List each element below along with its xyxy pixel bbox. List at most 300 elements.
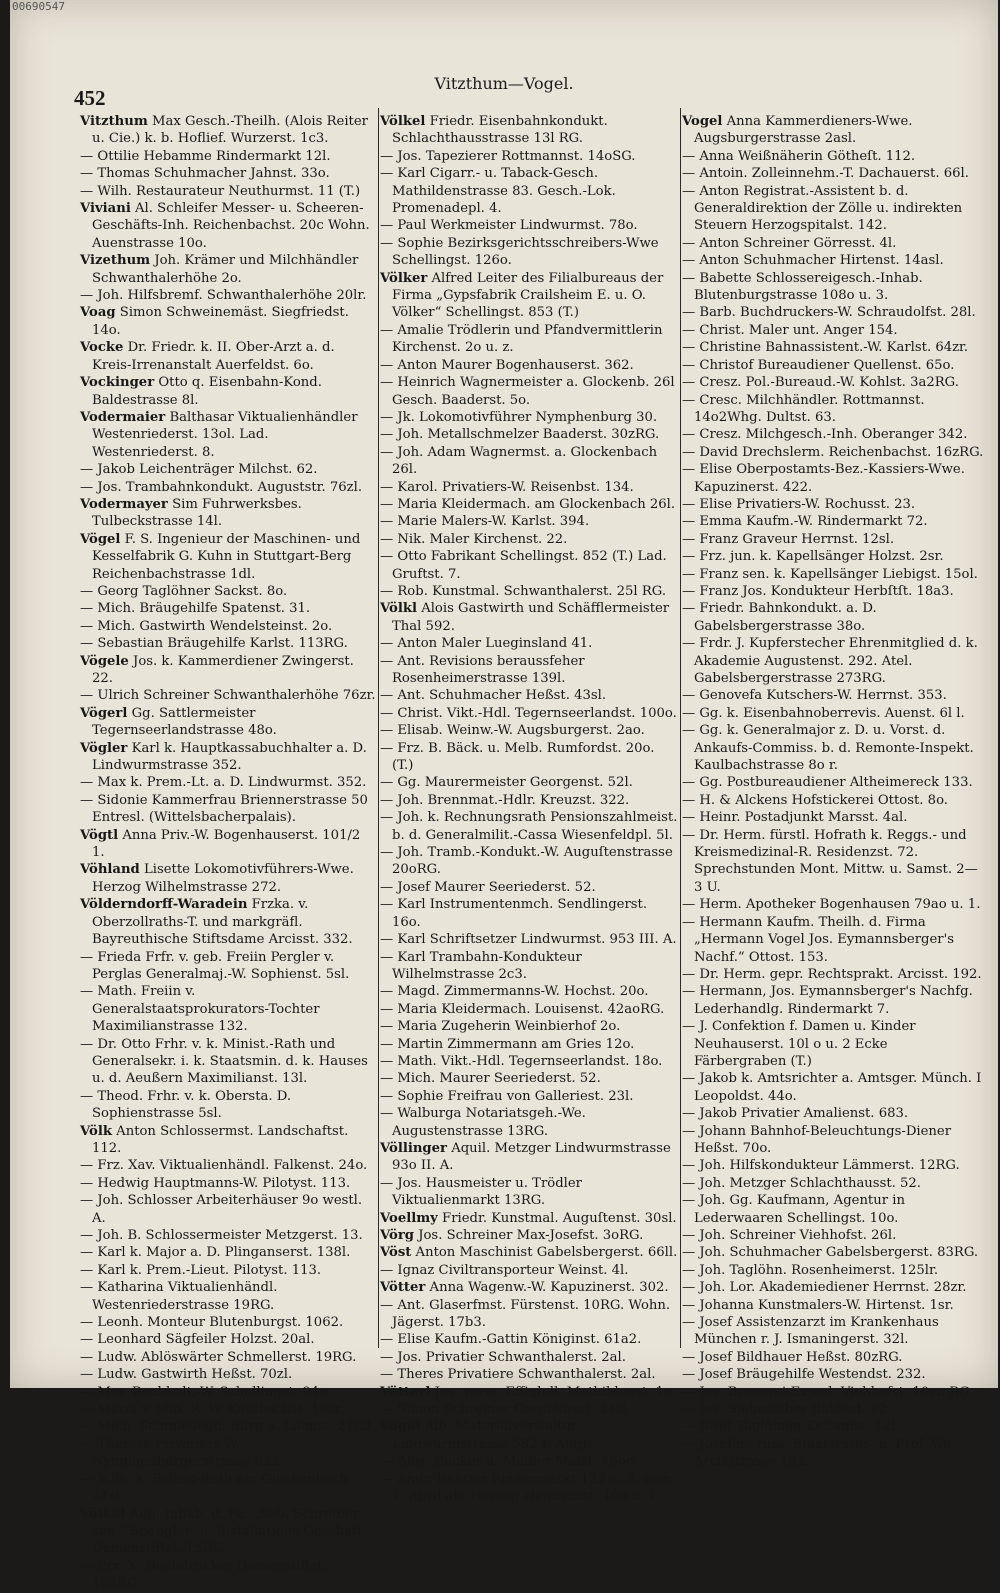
directory-entry [80,827,376,862]
directory-entry [380,1175,678,1210]
directory-entry [80,1227,376,1244]
directory-entry [682,809,984,826]
entry-text: — Simon Schreiner Corneliusst. 34sl. [380,1402,631,1418]
entry-text: — Ulrich Schreiner Schwanthalerhöhe 76zr. [80,688,376,704]
directory-entry [682,1314,984,1349]
entry-text: — Karl Trambahn-Kondukteur Wilhelmstrasse 2c3. [380,949,582,982]
directory-entry [682,1227,984,1244]
directory-entry [682,1123,984,1158]
entry-text: — Frz. Xav. Viktualienhändl. Falkenst. 24o. [80,1158,368,1174]
entry-text: — Emma Kaufm.-W. Rindermarkt 72. [682,514,928,530]
directory-entry [80,113,376,148]
entry-text: — Elisab. Weinw.-W. Augsburgerst. 2ao. [380,723,645,739]
entry-surname: Vöhland [80,862,140,878]
directory-entry [682,235,984,252]
entry-text: — Ant. Schuhmacher Heßst. 43sl. [380,688,607,704]
entry-text: — Ottilie Hebamme Rindermarkt 12l. [80,148,331,164]
entry-text: — Hermann, Jos. Eymannsberger's Nachfg. Lederhandlg. Rindermarkt 7. [682,984,973,1017]
entry-surname: Vögel [80,531,121,547]
running-head: Vitzthum—Vogel. [434,74,574,93]
entry-text: — Karl Instrumentenmch. Sendlingerst. 16o. [380,897,648,930]
directory-entry [380,792,678,809]
entry-text: — Paul Werkmeister Lindwurmst. 78o. [380,218,638,234]
entry-text: Anna Priv.-W. Bogenhauserst. 101/2 1. [92,827,361,861]
entry-text: — Dr. Otto Frhr. v. k. Minist.-Rath und Generalsekr. i. k. Staatsmin. d. k. Hauses u. d. Aeußern Maximilianst. 13l. [80,1036,368,1087]
directory-entry [380,1105,678,1140]
directory-entry [380,357,678,374]
directory-entry [380,270,678,322]
directory-entry [380,653,678,688]
directory-entry [682,531,984,548]
entry-surname: Voag [80,305,116,321]
directory-entry [682,583,984,600]
directory-entry [380,1384,678,1401]
entry-text: — Franz Jos. Kondukteur Herbſtſt. 18a3. [682,583,954,599]
entry-text: Lisette Lokomotivführers-Wwe. Herzog Wilhelmstrasse 272. [92,862,354,895]
entry-surname: Vögler [80,740,128,756]
entry-text: — Gg. k. Eisenbahnoberrevis. Auenst. 6l l. [682,705,965,721]
directory-entry [380,774,678,791]
directory-entry [80,1036,376,1088]
entry-text: — Gg. k. Generalmajor z. D. u. Vorst. d. Ankaufs-Commiss. b. d. Remonte-Inspekt. Kaulbachstrasse 8o r. [682,723,974,774]
entry-text: F. S. Ingenieur der Maschinen- und Kesselfabrik G. Kuhn in Stuttgart-Berg Reichenbachstrasse 1dl. [92,531,361,582]
directory-entry [380,1471,678,1506]
entry-surname: Vogel [682,114,723,129]
column-rule [680,108,681,1348]
directory-entry [80,496,376,531]
entry-text: — Thomas Schuhmacher Jahnst. 33o. [80,166,330,182]
directory-entry [80,1175,376,1192]
directory-entry [380,1210,678,1227]
entry-text: — H. & Alckens Hofstickerei Ottost. 8o. [682,792,948,808]
directory-entry [80,1088,376,1123]
column-1 [80,113,376,1592]
entry-text: — Maria Kleidermach. am Glockenbach 26l. [380,496,676,512]
directory-entry [80,861,376,896]
entry-text: Anna Wagenw.-W. Kapuzinerst. 302. [429,1280,669,1296]
directory-entry [682,496,984,513]
entry-text: Gg. Sattlermeister Tegernseerlandstrasse 48o. [92,705,277,739]
entry-text: — Sophie Freifrau von Galleriest. 23l. [380,1088,634,1104]
directory-entry [80,479,376,496]
directory-entry [80,896,376,948]
directory-entry [380,600,678,635]
entry-text: — Katharina Viktualienhändl. Westenriederstrasse 19RG. [80,1280,278,1313]
entry-text: — J. Confektion f. Damen u. Kinder Neuhauserst. 10l o u. 2 Ecke Färbergraben (T.) [682,1019,916,1069]
entry-text: — Elise Kaufm.-Gattin Königinst. 61a2. [380,1332,642,1348]
entry-surname: Völlinger [380,1140,447,1156]
entry-text: — Therese Privatiers-W. Nymphenburgerstrasse 622. [80,1436,284,1470]
entry-text: Balthasar Viktualienhändler Westenriederst. 13ol. Lad. Westenriederst. 8. [92,409,358,460]
directory-entry [682,1070,984,1105]
directory-entry [80,1279,376,1314]
directory-entry [80,1349,376,1366]
directory-entry [380,322,678,357]
directory-entry [80,618,376,635]
directory-entry [80,1401,376,1418]
directory-entry [682,792,984,809]
directory-entry [380,879,678,896]
directory-entry [380,1418,678,1453]
entry-text: — Martin Zimmermann am Gries 12o. [380,1036,635,1052]
entry-text: — Friedr. Bahnkondukt. a. D. Gabelsbergerstrasse 38o. [682,601,877,634]
entry-text: Jos. k. Kammerdiener Zwingerst. 22. [92,653,354,686]
directory-entry [682,1279,984,1296]
directory-entry [80,304,376,339]
directory-entry [80,983,376,1035]
entry-surname: Vocke [80,340,124,356]
directory-entry [682,1262,984,1279]
directory-entry [380,513,678,530]
directory-entry [380,426,678,443]
directory-entry [80,1123,376,1158]
entry-text: — Wilh. k. Polizei-Rath am Glockenbach 21sl. [80,1471,348,1505]
entry-text: — Elise Oberpostamts-Bez.-Kassiers-Wwe. Kapuzinerst. 422. [682,462,965,495]
entry-surname: Völk [80,1123,112,1139]
entry-text: — Karl k. Prem.-Lieut. Pilotyst. 113. [80,1262,322,1278]
directory-entry [380,1227,678,1244]
entry-text: Anna Kammerdieners-Wwe. Augsburgerstrasse 2asl. [694,114,913,147]
directory-entry [380,444,678,479]
entry-text: Sim Fuhrwerksbes. Tulbeckstrasse 14l. [92,496,302,530]
entry-text: — Math. Vikt.-Hdl. Tegernseerlandst. 18o. [380,1053,663,1069]
directory-entry [682,1105,984,1122]
entry-surname: Vockinger [80,375,155,391]
entry-surname: Vögele [80,653,129,669]
entry-text: — Ludw. Gastwirth Heßst. 70zl. [80,1367,293,1383]
entry-text: — Franz sen. k. Kapellsänger Liebigst. 15ol. [682,566,978,582]
directory-entry [80,1418,376,1435]
entry-text: — Christ. Maler unt. Anger 154. [682,322,898,338]
entry-text: Jos. Schreiner Max-Josefst. 3oRG. [418,1228,644,1243]
entry-text: — Maria Kleidermach. Louisenst. 42aoRG. [380,1001,665,1017]
entry-text: — Karol. Privatiers-W. Reisenbst. 134. [380,479,634,495]
directory-entry [380,705,678,722]
entry-text: — Jos. Brauerei-Exped. Viehhofst. 10zr. RG. [682,1384,974,1400]
directory-entry [682,687,984,704]
directory-entry [80,1157,376,1174]
directory-entry [380,1401,678,1418]
entry-text: Friedr. Kunstmal. Auguſtenst. 30sl. [442,1210,677,1226]
entry-text: — Marie Malers-W. Karlst. 394. [380,514,590,530]
directory-entry [380,165,678,217]
directory-entry [380,740,678,775]
column-rule [378,108,379,1348]
entry-text: — Georg Taglöhner Sackst. 8o. [80,583,288,599]
directory-entry [682,113,984,148]
entry-text: Al. Schleifer Messer- u. Scheeren-Geschäfts-Inh. Reichenbachst. 20c Wohn. Auenstrasse 10o. [92,201,370,251]
directory-entry [380,409,678,426]
directory-entry [80,252,376,287]
directory-entry [80,531,376,583]
entry-text: Friedr. Eisenbahnkondukt. Schlachthausstrasse 13l RG. [392,114,608,147]
directory-entry [682,392,984,427]
archive-stamp: 00690547 [12,0,65,13]
entry-text: — Hermann Kaufm. Theilh. d. Firma „Hermann Vogel Jos. Eymannsberger's Nachf.“ Ottost. 153. [682,914,954,965]
entry-text: — Theres Privatiere Schwanthalerst. 2al. [380,1367,656,1383]
entry-text: — Josefine russ. Staatsraths- u. Prof.-We. Arcisstrasse 192. [682,1436,956,1470]
directory-entry [80,687,376,704]
directory-entry [80,165,376,182]
entry-text: — Mar. Buchhalt.-W. Schellingst. 94o. [80,1384,331,1400]
entry-text: Dr. Friedr. k. II. Ober-Arzt a. d. Kreis-Irrenanstalt Auerfeldst. 6o. [92,340,335,373]
entry-text: — Mich. Gastwirth Wendelsteinst. 2o. [80,618,333,634]
directory-entry [380,1297,678,1332]
directory-entry [682,1384,984,1401]
entry-surname: Vitzthum [80,114,148,129]
directory-entry [80,1331,376,1348]
entry-text: — Josef Taglöhner Occamst. 12l. [682,1419,900,1435]
entry-text: — Johanna Kunstmalers-W. Hirtenst. 1sr. [682,1297,954,1313]
entry-surname: Völkel [380,114,426,129]
directory-entry [80,1471,376,1506]
directory-entry [380,844,678,879]
directory-entry [80,792,376,827]
directory-entry [80,200,376,252]
entry-text: — Amalie Trödlerin und Pfandvermittlerin Kirchenst. 2o u. z. [380,322,663,356]
entry-text: Alb. Materialverwalter Lindwurmstrasse 582 I. Aufg. [392,1419,591,1452]
entry-text: — Dr. Herm. fürstl. Hofrath k. Reggs.- und Kreismedizinal-R. Residenzst. 72. Sprechstunden Mont. Mittw. u. Samst. 2—3 U. [682,827,978,895]
entry-text: — Karl Schriftsetzer Lindwurmst. 953 III. A. [380,932,677,948]
entry-text: Anton Maschinist Gabelsbergerst. 66ll. [415,1245,678,1261]
directory-entry [682,339,984,356]
entry-surname: Völkel [80,1506,126,1522]
entry-text: — Alex. Bäcker u. Melber Maist. 46oo. [380,1454,638,1470]
directory-entry [682,896,984,913]
entry-surname: Völderndorff-Waradein [80,897,248,913]
entry-text: — Walburga Notariatsgeh.-We. Augustenstrasse 13RG. [380,1106,586,1139]
entry-text: — Jos. Privatier Schwanthalerst. 2al. [380,1349,626,1365]
entry-text: Joh. Krämer und Milchhändler Schwanthalerhöhe 2o. [92,253,359,286]
directory-entry [682,705,984,722]
page-number: 452 [74,86,106,110]
directory-entry [380,496,678,513]
directory-entry [380,1262,678,1279]
directory-entry [80,287,376,304]
directory-entry [80,1384,376,1401]
entry-text: — Babette Schlossereigesch.-Inhab. Blutenburgstrasse 108o u. 3. [682,270,923,304]
directory-entry [380,374,678,409]
entry-text: — David Drechslerm. Reichenbachst. 16zRG. [682,444,984,460]
entry-text: — Joh. Schlosser Arbeiterhäuser 9o westl. A. [80,1193,363,1226]
directory-entry [682,827,984,897]
entry-text: — Joh. Hilfskondukteur Lämmerst. 12RG. [682,1158,960,1174]
entry-text: — Cresc. Milchhändler. Rottmannst. 14o2Whg. Dultst. 63. [682,392,925,425]
directory-entry [682,270,984,305]
entry-surname: Vötterl [380,1384,431,1400]
directory-entry [682,322,984,339]
entry-text: Jos. vorm. Effighdl. Mathildenst. 1o. [434,1384,676,1400]
entry-text: — Joh. Taglöhn. Rosenheimerst. 125lr. [682,1262,939,1278]
entry-text: — Math. Freiin v. Generalstaatsprokurators-Tochter Maximilianstrasse 132. [80,984,320,1035]
directory-entry [380,1366,678,1383]
directory-entry [682,357,984,374]
entry-text: — Mich. Schmiedegh. Burg a. Laimst. 21/2l. [80,1419,376,1435]
entry-surname: Vögtl [80,827,119,843]
directory-entry [380,548,678,583]
entry-text: — Dr. Herm. gepr. Rechtsprakt. Arcisst. 192. [682,966,982,982]
entry-text: Aug. Inhab. d. Fa. „Seb. Schreiber sen.“ Spängler- u. Installations-Geschäft Damenstiftst. 15RG. [92,1506,363,1557]
directory-entry [80,949,376,984]
directory-entry [80,1244,376,1261]
entry-text: — Andr. Rentier Rindermarkt 132 u. 3, vom 1. April ab: Herzog Heinrichst. 10o u. 1. [380,1471,672,1505]
entry-text: Frzka. v. Oberzollraths-T. und markgräfl. Bayreuthische Stiftsdame Arcisst. 332. [92,897,353,948]
directory-entry [380,1001,678,1018]
entry-text: — Joh. Schreiner Viehhofst. 26l. [682,1228,897,1243]
directory-entry [682,252,984,269]
directory-entry [80,583,376,600]
entry-text: — Otto Fabrikant Schellingst. 852 (T.) Lad. Gruftst. 7. [380,549,667,582]
entry-text: — Josef Bildhauer Heßst. 80zRG. [682,1349,903,1365]
entry-text: — Josef Assistenzarzt im Krankenhaus München r. J. Ismaningerst. 32l. [682,1315,939,1348]
directory-entry [80,653,376,688]
directory-entry [380,148,678,165]
directory-entry [682,774,984,791]
directory-entry [380,235,678,270]
entry-surname: Vogel [380,1419,421,1435]
entry-text: — Jos. Trambahnkondukt. Auguststr. 76zl. [80,479,363,495]
directory-entry [80,1436,376,1471]
entry-text: — Joh. B. Schlossermeister Metzgerst. 13. [80,1228,363,1243]
directory-entry [682,1436,984,1471]
entry-text: — Leonh. Monteur Blutenburgst. 1062. [80,1315,344,1331]
entry-surname: Vodermayer [80,496,168,512]
directory-entry [80,148,376,165]
directory-entry [682,183,984,235]
directory-entry [80,183,376,200]
entry-text: — Joh. Metzger Schlachthausst. 52. [682,1175,921,1191]
directory-entry [380,809,678,844]
directory-entry [682,165,984,182]
directory-entry [682,966,984,983]
directory-entry [682,914,984,966]
entry-text: — Joh. Lor. Akademiediener Herrnst. 28zr. [682,1280,967,1296]
entry-text: — Theod. Frhr. v. k. Obersta. D. Sophienstrasse 5sl. [80,1088,292,1122]
directory-entry [682,1244,984,1261]
directory-entry [80,1506,376,1558]
entry-text: — Anna Weißnäherin Götheſt. 112. [682,148,916,164]
entry-text: — Anton Schuhmacher Hirtenst. 14asl. [682,253,944,269]
entry-text: — Joh. Adam Wagnermst. a. Glockenbach 26l. [380,444,658,478]
directory-entry [682,1401,984,1418]
entry-text: — Joh. Tramb.-Kondukt.-W. Auguſtenstrasse 20oRG. [380,845,673,878]
directory-entry [80,774,376,791]
entry-text: — Johann Bahnhof-Beleuchtungs-Diener Heßst. 70o. [682,1123,952,1156]
directory-entry [682,722,984,774]
entry-text: — Frieda Frfr. v. geb. Freiin Pergler v. Perglas Generalmaj.-W. Sophienst. 5sl. [80,949,350,982]
entry-surname: Völkl [380,601,417,617]
entry-surname: Vodermaier [80,409,166,425]
directory-entry [682,1192,984,1227]
directory-entry [380,1053,678,1070]
entry-text: — Anton Registrat.-Assistent b. d. Generaldirektion der Zölle u. indirekten Steuern Herzogspitalst. 142. [682,183,963,234]
entry-text: — Joh. k. Rechnungsrath Pensionszahlmeist. b. d. Generalmilit.-Cassa Wiesenfeldpl. 5l. [380,810,678,843]
entry-text: — Anton Maurer Bogenhauserst. 362. [380,357,634,373]
directory-entry [380,531,678,548]
entry-surname: Vöst [380,1245,412,1261]
entry-text: — Wilh. Restaurateur Neuthurmst. 11 (T.) [80,183,361,199]
directory-entry [682,461,984,496]
entry-text: — Herm. Apotheker Bogenhausen 79ao u. 1. [682,897,981,913]
entry-text: — Frz. B. Bäck. u. Melb. Rumfordst. 20o. (T.) [380,740,655,774]
entry-text: — Barb. Buchdruckers-W. Schraudolfst. 28l. [682,305,976,321]
directory-entry [380,1070,678,1087]
entry-text: Alfred Leiter des Filialbureaus der Firma „Gypsfabrik Crailsheim E. u. O. Völker“ Schellingst. 853 (T.) [392,270,664,321]
directory-entry [80,1366,376,1383]
entry-text: — Magd. Zimmermanns-W. Hochst. 20o. [380,984,649,1000]
entry-text: — Nik. Maler Kirchenst. 22. [380,531,568,547]
entry-text: — Karl Cigarr.- u. Taback-Gesch. Mathildenstrasse 83. Gesch.-Lok. Promenadepl. 4. [380,166,616,217]
directory-page [10,0,998,1592]
entry-text: — Leonhard Sägfeiler Holzst. 20al. [80,1332,315,1348]
directory-entry [380,217,678,234]
directory-entry [682,513,984,530]
directory-entry [380,1140,678,1175]
entry-text: — Gg. Postbureaudiener Altheimereck 133. [682,775,973,791]
entry-text: — Maria Zugeherin Weinbierhof 2o. [380,1019,621,1035]
directory-entry [380,1453,678,1470]
entry-text: — Ludw. Ablöswärter Schmellerst. 19RG. [80,1349,357,1365]
entry-text: Max Gesch.-Theilh. (Alois Reiter u. Cie.) k. b. Hoflief. Wurzerst. 1c3. [92,114,368,147]
entry-text: — Frz. X. Buchdrucker Damenstiftst. 152RG. [80,1558,327,1592]
directory-entry [682,635,984,687]
entry-text: — Jakob Leichenträger Milchst. 62. [80,462,318,478]
directory-entry [380,722,678,739]
entry-surname: Völker [380,270,428,286]
entry-surname: Vögerl [80,705,128,721]
entry-text: — Elise Privatiers-W. Rochusst. 23. [682,496,916,512]
directory-entry [380,113,678,148]
entry-text: — Antoin. Zolleinnehm.-T. Dachauerst. 66l. [682,166,969,182]
directory-entry [80,1314,376,1331]
entry-text: — Christof Bureaudiener Quellenst. 65o. [682,357,955,373]
entry-text: — Cresz. Pol.-Bureaud.-W. Kohlst. 3a2RG. [682,375,959,391]
entry-text: — Anton Schreiner Görresst. 4l. [682,235,897,251]
directory-entry [380,635,678,652]
entry-text: — Rob. Kunstmal. Schwanthalerst. 25l RG. [380,583,667,599]
directory-entry [380,687,678,704]
directory-entry [682,600,984,635]
directory-entry [682,1297,984,1314]
directory-entry [682,548,984,565]
entry-text: — Jakob k. Amtsrichter a. Amtsger. Münch. I Leopoldst. 44o. [682,1071,982,1104]
entry-text: — Gg. Maurermeister Georgenst. 52l. [380,775,633,791]
entry-text: — Ignaz Civiltransporteur Weinst. 4l. [380,1262,629,1278]
column-3 [682,113,984,1470]
directory-entry [80,1558,376,1593]
directory-entry [682,426,984,443]
entry-surname: Vötter [380,1280,426,1296]
directory-entry [380,931,678,948]
directory-entry [380,983,678,1000]
directory-entry [380,1018,678,1035]
entry-text: — Heinrich Wagnermeister a. Glockenb. 26l Gesch. Baaderst. 5o. [380,375,675,408]
directory-entry [682,374,984,391]
directory-entry [80,635,376,652]
directory-entry [682,1418,984,1435]
directory-entry [380,949,678,984]
entry-text: — Christine Bahnassistent.-W. Karlst. 64zr. [682,340,969,356]
entry-text: — Jos. Siebmacher Baldest. 92. [682,1402,892,1418]
entry-text: Simon Schweinemäst. Siegfriedst. 14o. [92,305,349,338]
directory-entry [682,1157,984,1174]
entry-text: — Josef Bräugehilfe Westendst. 232. [682,1367,926,1383]
entry-text: — Frz. jun. k. Kapellsänger Holzst. 2sr. [682,549,944,565]
directory-entry [80,740,376,775]
entry-text: — Heinr. Postadjunkt Marsst. 4al. [682,810,908,826]
directory-entry [682,566,984,583]
entry-text: — Joh. Metallschmelzer Baaderst. 30zRG. [380,427,660,443]
